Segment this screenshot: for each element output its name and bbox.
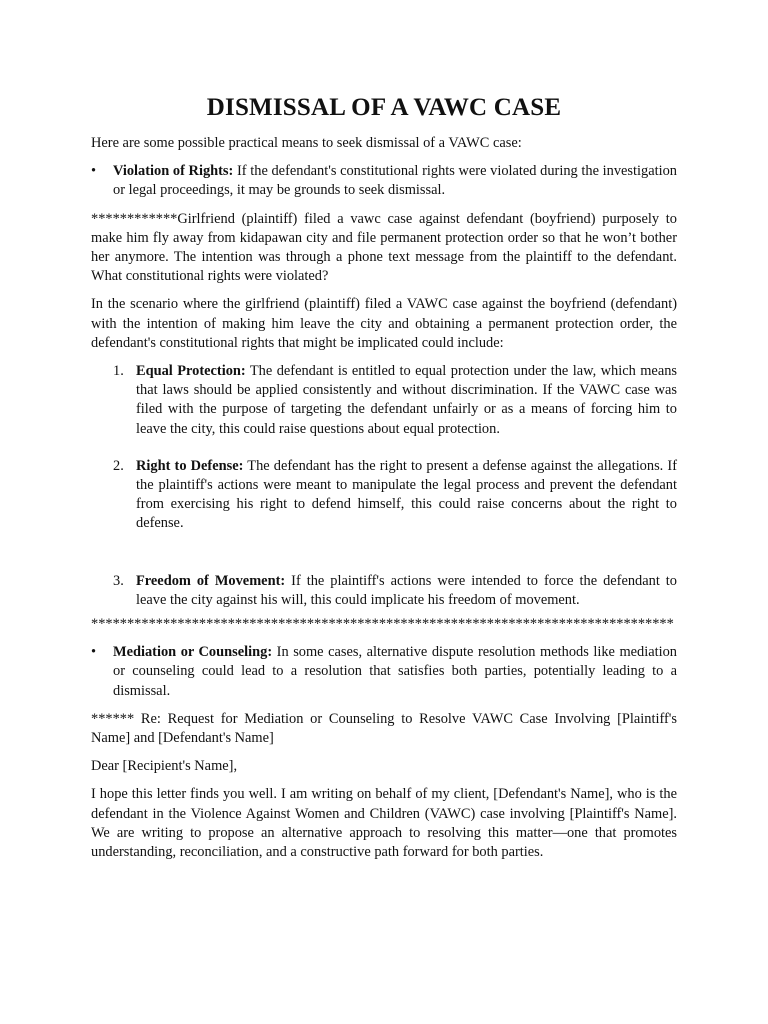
bullet-dot: • <box>91 644 97 661</box>
bullet-violation-of-rights <box>91 162 677 200</box>
letter-body: I hope this letter finds you well. I am writing on behalf of my client, [Defendant's Name], who is the defendant in the Violence Against Women and Children (VAWC) case involving [Plaintiff's Name]. We are writing to propose an alternative approach to resolving this matter—one that promotes understanding, reconciliation, and a constructive path forward for both parties. <box>91 786 677 861</box>
bullet-term: Mediation or Counseling: <box>113 644 273 661</box>
intro-paragraph: Here are some possible practical means to seek dismissal of a VAWC case: <box>91 135 522 151</box>
letter-salutation: Dear [Recipient's Name], <box>91 758 238 775</box>
bullet-mediation-or-counseling <box>91 643 677 701</box>
asterisk-separator: ********************************************************************************* <box>91 616 674 633</box>
right-freedom-of-movement <box>91 572 677 610</box>
bullet-term: Violation of Rights: <box>113 163 234 180</box>
right-text: The defendant is entitled to equal protection under the law, which means that laws should be applied consistently and without discrimination. If the VAWC case was filed with the purpose of targeting the defendant unfairly or as a means of forcing him to leave the city, this could raise questions about equal protection. <box>136 363 678 437</box>
bullet-text: In some cases, alternative dispute resolution methods like mediation or counseling could lead to a resolution that satisfies both parties, potentially leading to a dismissal. <box>113 644 677 699</box>
bullet-dot: • <box>91 163 97 180</box>
right-term: Freedom of Movement: <box>136 572 286 589</box>
document-page <box>91 92 677 871</box>
right-to-defense <box>91 457 677 534</box>
right-term: Equal Protection: <box>136 363 246 380</box>
analysis-paragraph: In the scenario where the girlfriend (plaintiff) filed a VAWC case against the boyfriend (defendant) with the intention of making him leave the city and obtaining a permanent protection order, the defendant's constitutional rights that might be implicated could include: <box>91 296 677 351</box>
right-text: The defendant has the right to present a defense against the allegations. If the plaintiff's actions were meant to manipulate the legal process and prevent the defendant from exercising his right to defend himself, this could raise concerns about the right to defense. <box>136 457 678 532</box>
scenario-paragraph: ************Girlfriend (plaintiff) filed a vawc case against defendant (boyfriend) purposely to make him fly away from kidapawan city and file permanent protection order so that he won’t bother her anymore. The intention was through a phone text message from the plaintiff to the defendant. What constitutional rights were violated? <box>91 210 677 285</box>
list-number: 1. <box>113 363 124 380</box>
list-number: 3. <box>113 572 124 589</box>
right-text: If the plaintiff's actions were intended to force the defendant to leave the city against his will, this could implicate his freedom of movement. <box>136 572 678 608</box>
right-term: Right to Defense: <box>136 457 244 474</box>
list-number: 2. <box>113 457 124 474</box>
document-title: DISMISSAL OF A VAWC CASE <box>206 94 562 121</box>
bullet-text: If the defendant's constitutional rights were violated during the investigation or legal proceedings, it may be grounds to seek dismissal. <box>113 163 677 199</box>
letter-subject: ****** Re: Request for Mediation or Counseling to Resolve VAWC Case Involving [Plaintiff's Name] and [Defendant's Name] <box>91 710 677 747</box>
right-equal-protection <box>91 362 677 439</box>
